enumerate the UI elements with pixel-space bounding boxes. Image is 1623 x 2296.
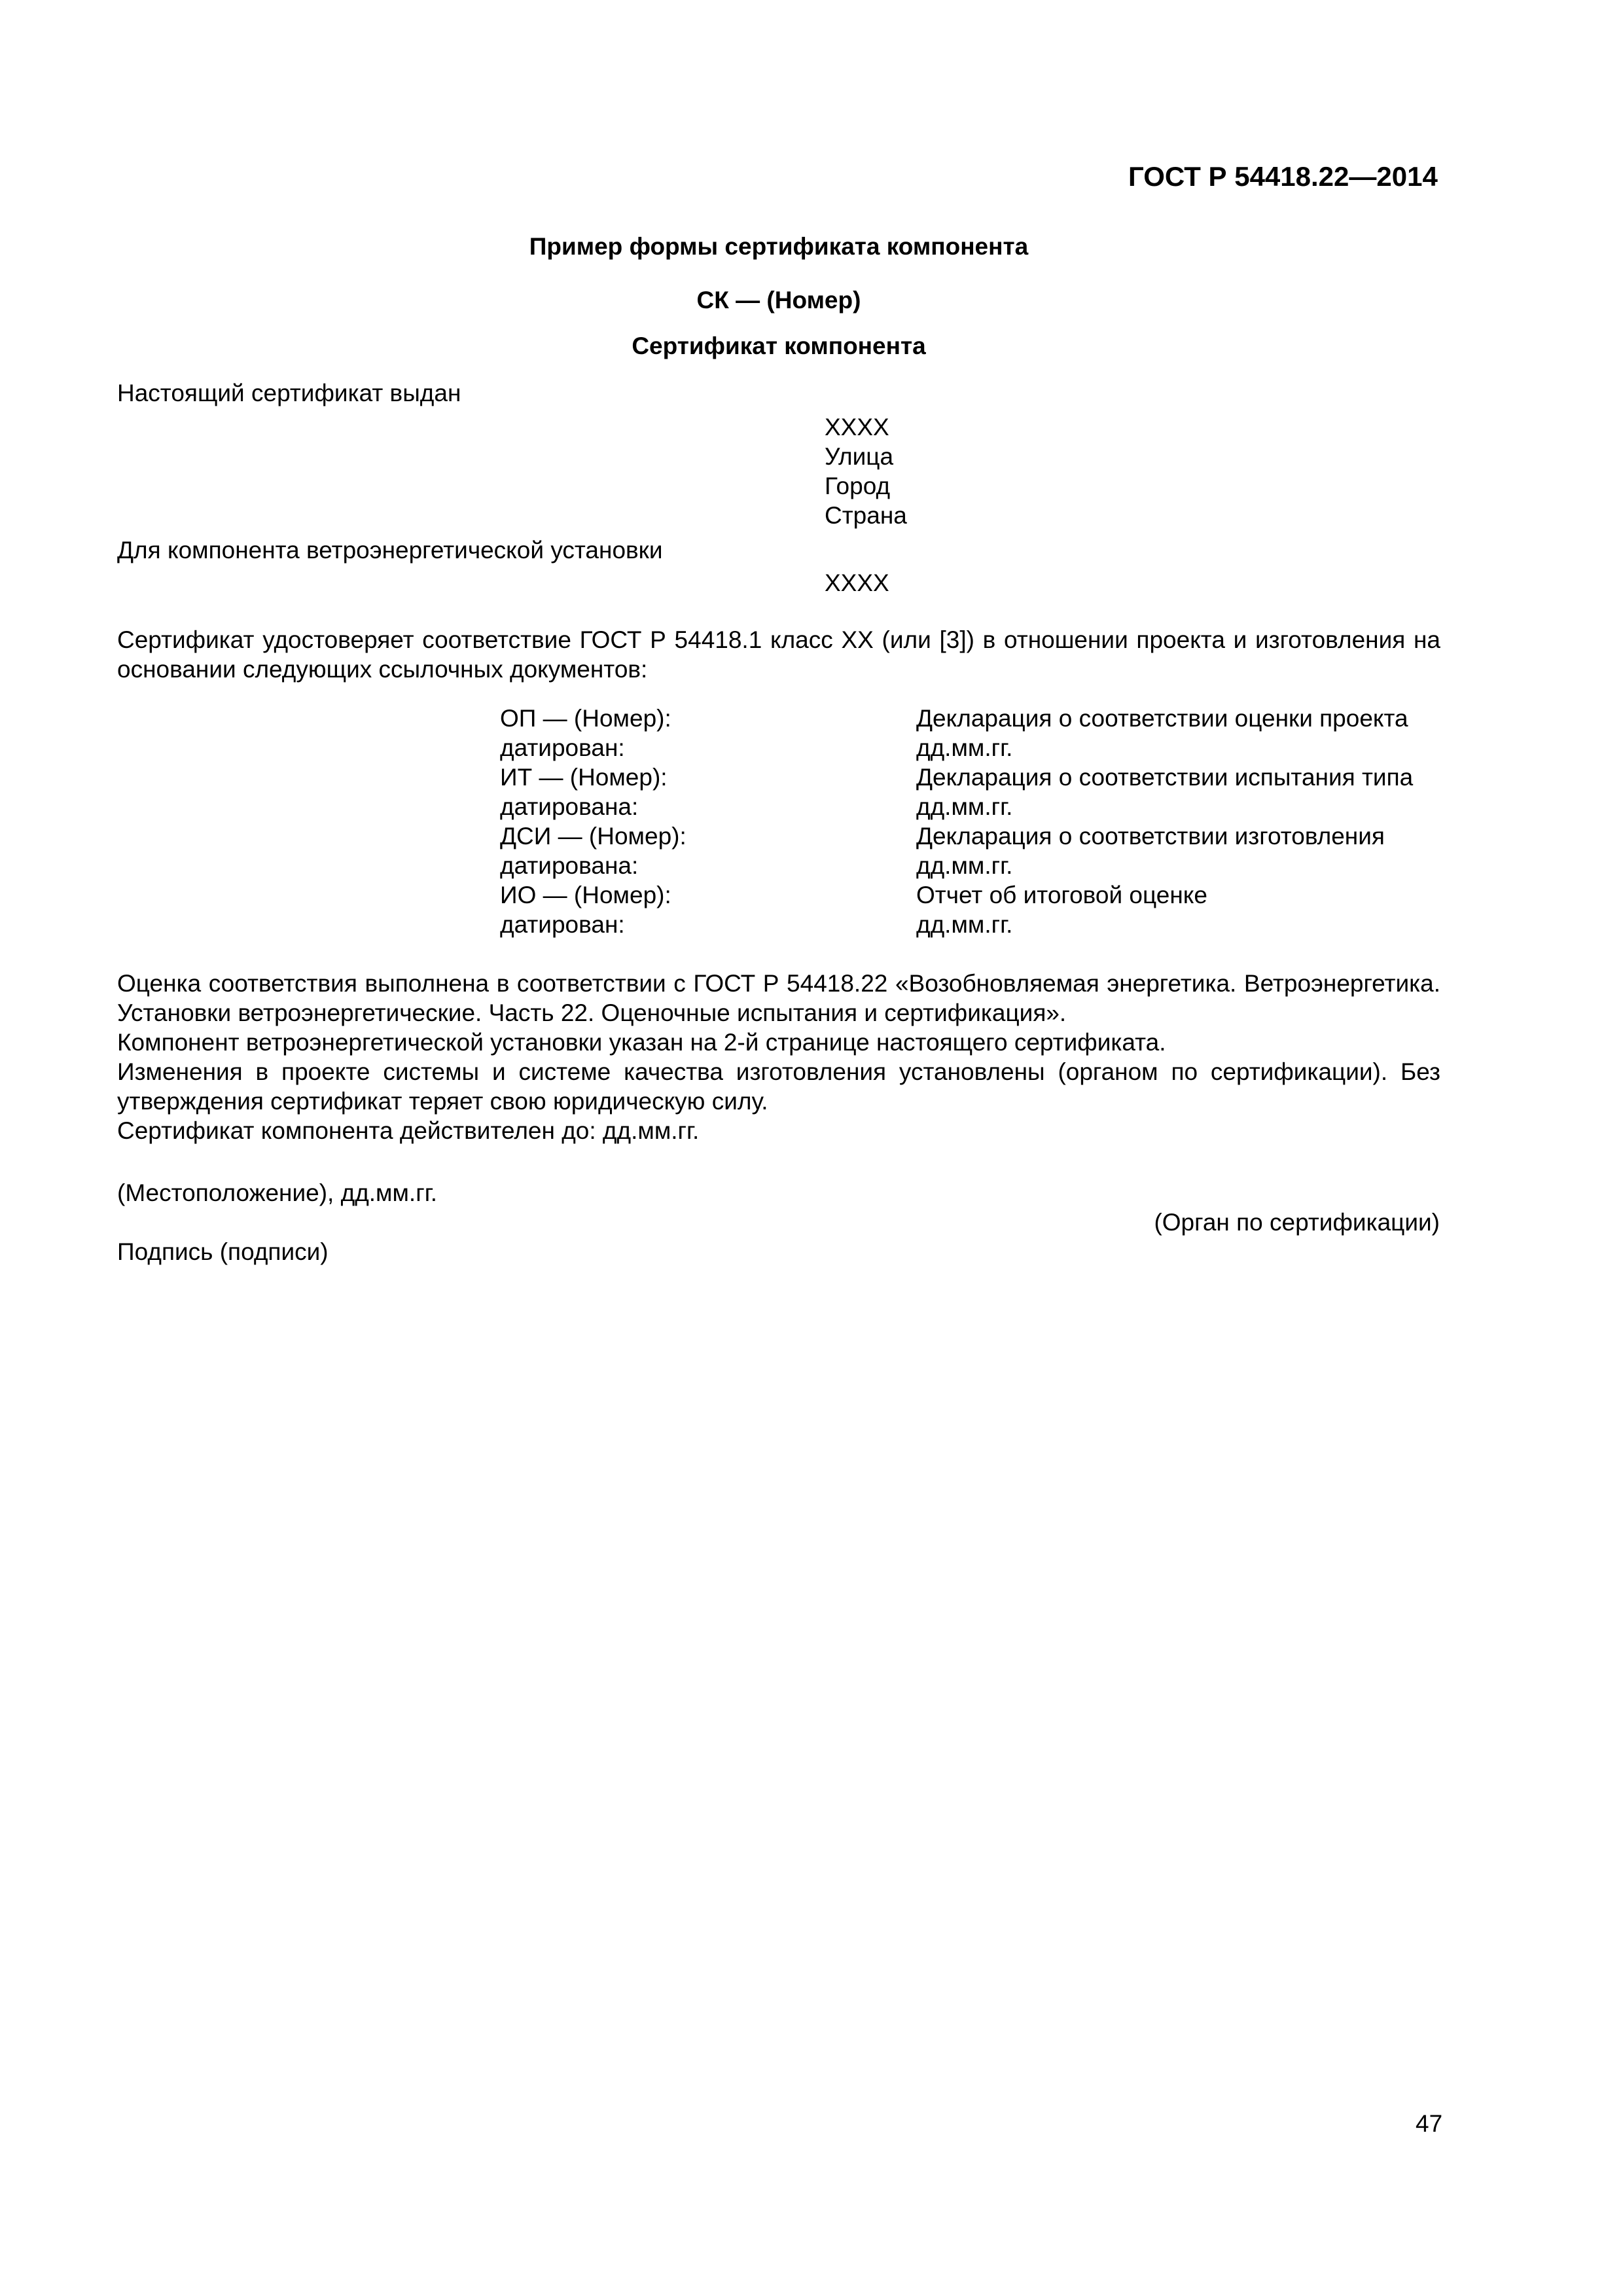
changes-paragraph: Изменения в проекте системы и системе качества изготовления установлены (органом по сертификации). Без утверждения сертификат теряет свою юридическую силу. — [117, 1058, 1440, 1115]
reference-row — [500, 910, 1413, 939]
reference-title: Декларация о соответствии изготовления — [916, 823, 1385, 850]
issued-line-country: Страна — [825, 502, 907, 529]
assessment-block — [117, 969, 1440, 1145]
signature-label: Подпись (подписи) — [117, 1238, 329, 1265]
issued-line-city: Город — [825, 473, 891, 499]
reference-documents-table — [500, 704, 1413, 939]
reference-id: ОП — (Номер): — [500, 705, 671, 732]
validity-paragraph: Сертификат компонента действителен до: дд.мм.гг. — [117, 1117, 700, 1144]
component-value: XXXX — [825, 569, 889, 596]
reference-id: датирована: — [500, 793, 639, 820]
reference-row — [500, 821, 1413, 851]
reference-title: дд.мм.гг. — [916, 911, 1013, 938]
issued-line-name: XXXX — [825, 414, 889, 440]
reference-title: Декларация о соответствии испытания типа — [916, 764, 1414, 791]
reference-title: дд.мм.гг. — [916, 852, 1013, 879]
standard-code: ГОСТ Р 54418.22—2014 — [1128, 161, 1438, 192]
reference-row — [500, 880, 1413, 910]
reference-row — [500, 762, 1413, 792]
conformity-statement-text: Сертификат удостоверяет соответствие ГОСТ Р 54418.1 класс XX (или [3]) в отношении проекта и изготовления на основании следующих ссылочных документов: — [117, 626, 1440, 683]
reference-title: Декларация о соответствии оценки проекта — [916, 705, 1408, 732]
reference-id: датирован: — [500, 911, 625, 938]
reference-id: датирован: — [500, 734, 625, 761]
component-label: Для компонента ветроэнергетической установки — [117, 537, 663, 564]
reference-row — [500, 792, 1413, 821]
reference-row — [500, 733, 1413, 762]
conformity-statement — [117, 625, 1440, 684]
page-number: 47 — [1416, 2110, 1443, 2137]
reference-id: ИО — (Номер): — [500, 882, 671, 908]
certificate-title: Сертификат компонента — [632, 332, 926, 359]
certificate-number: СК — (Номер) — [696, 287, 861, 314]
reference-id: ИТ — (Номер): — [500, 764, 668, 791]
assessment-paragraph: Оценка соответствия выполнена в соответствии с ГОСТ Р 54418.22 «Возобновляемая энергетика. Ветроэнергетика. Установки ветроэнергетические. Часть 22. Оценочные испытания и сертификация». — [117, 970, 1440, 1026]
reference-title: Отчет об итоговой оценке — [916, 882, 1207, 908]
issued-label: Настоящий сертификат выдан — [117, 380, 461, 406]
reference-title: дд.мм.гг. — [916, 793, 1013, 820]
reference-row — [500, 704, 1413, 733]
reference-id: датирована: — [500, 852, 639, 879]
reference-title: дд.мм.гг. — [916, 734, 1013, 761]
example-title: Пример формы сертификата компонента — [529, 233, 1029, 260]
certification-body: (Орган по сертификации) — [1154, 1209, 1440, 1236]
location-date: (Местоположение), дд.мм.гг. — [117, 1179, 437, 1206]
reference-id: ДСИ — (Номер): — [500, 823, 687, 850]
component-page-paragraph: Компонент ветроэнергетической установки указан на 2-й странице настоящего сертификата. — [117, 1029, 1166, 1056]
reference-row — [500, 851, 1413, 880]
issued-line-street: Улица — [825, 443, 894, 470]
